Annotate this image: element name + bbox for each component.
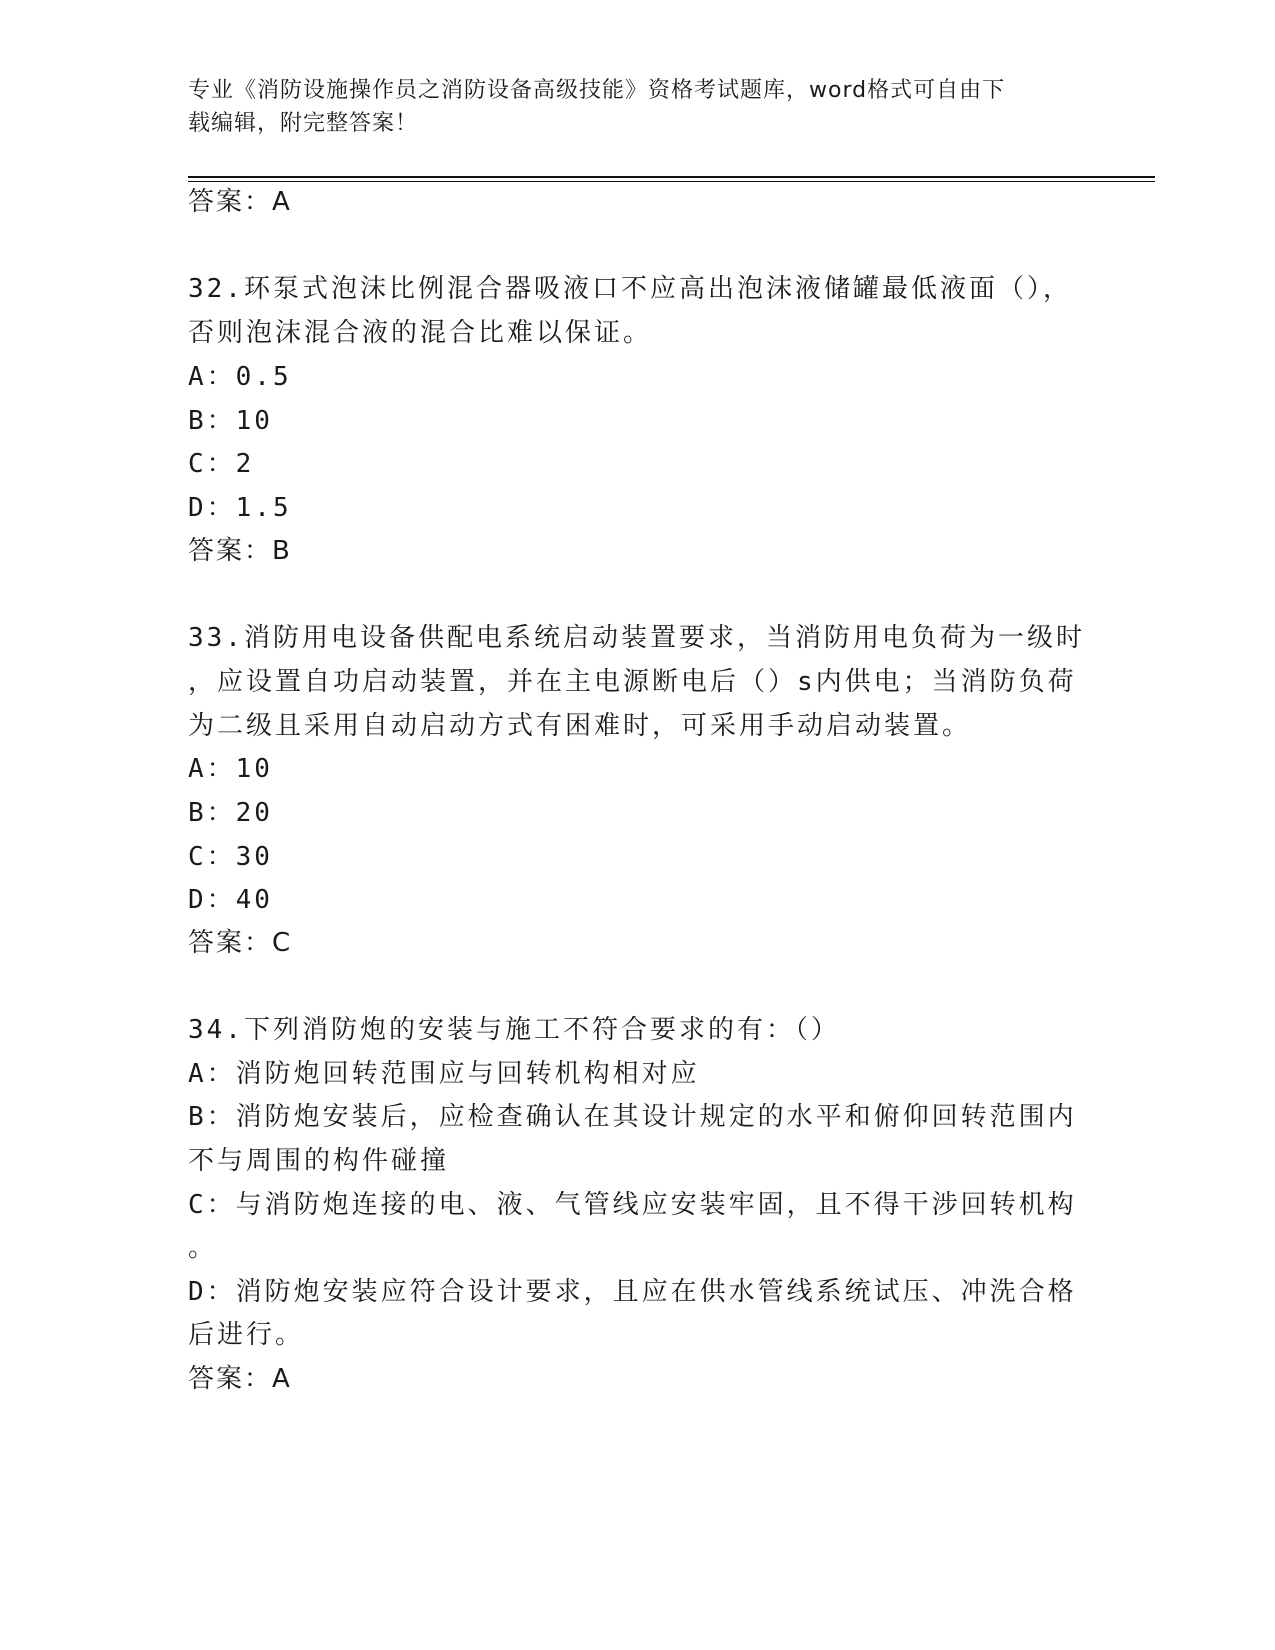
- question-stem-line: 否则泡沫混合液的混合比难以保证。: [188, 318, 653, 348]
- option-line: B：20: [188, 798, 273, 828]
- option-line: A：0.5: [188, 362, 292, 392]
- question-stem-line: 为二级且采用自动启动方式有困难时，可采用手动启动装置。: [188, 711, 972, 741]
- question-stem-line: ，应设置自功启动装置，并在主电源断电后（）s内供电；当消防负荷: [188, 667, 1077, 697]
- answer-line: 答案：A: [188, 187, 292, 217]
- option-line: D：消防炮安装应符合设计要求，且应在供水管线系统试压、冲洗合格: [188, 1277, 1077, 1307]
- question-stem-line: 34.下列消防炮的安装与施工不符合要求的有：（）: [188, 1015, 840, 1045]
- answer-line: 答案：C: [188, 928, 293, 958]
- question-stem-line: 32.环泵式泡沫比例混合器吸液口不应高出泡沫液储罐最低液面（），: [188, 274, 1072, 304]
- option-line: D：40: [188, 885, 273, 915]
- question-stem-line: 33.消防用电设备供配电系统启动装置要求，当消防用电负荷为一级时: [188, 623, 1085, 653]
- option-line: 后进行。: [188, 1320, 305, 1350]
- page-header: 专业《消防设施操作员之消防设备高级技能》资格考试题库，word格式可自由下 载编辑，附完整答案！: [188, 78, 1006, 136]
- option-line: A：消防炮回转范围应与回转机构相对应: [188, 1059, 700, 1089]
- option-line: C：2: [188, 449, 255, 479]
- answer-line: 答案：B: [188, 536, 292, 566]
- option-line: 。: [188, 1233, 218, 1263]
- option-line: C：与消防炮连接的电、液、气管线应安装牢固，且不得干涉回转机构: [188, 1190, 1077, 1220]
- answer-line: 答案：A: [188, 1364, 292, 1394]
- header-rule-thick: [188, 176, 1155, 178]
- option-line: 不与周围的构件碰撞: [188, 1146, 450, 1176]
- option-line: A：10: [188, 754, 273, 784]
- option-line: B：消防炮安装后，应检查确认在其设计规定的水平和俯仰回转范围内: [188, 1102, 1077, 1132]
- option-line: B：10: [188, 406, 273, 436]
- option-line: D：1.5: [188, 493, 292, 523]
- option-line: C：30: [188, 842, 273, 872]
- header-rule-thin: [188, 181, 1155, 182]
